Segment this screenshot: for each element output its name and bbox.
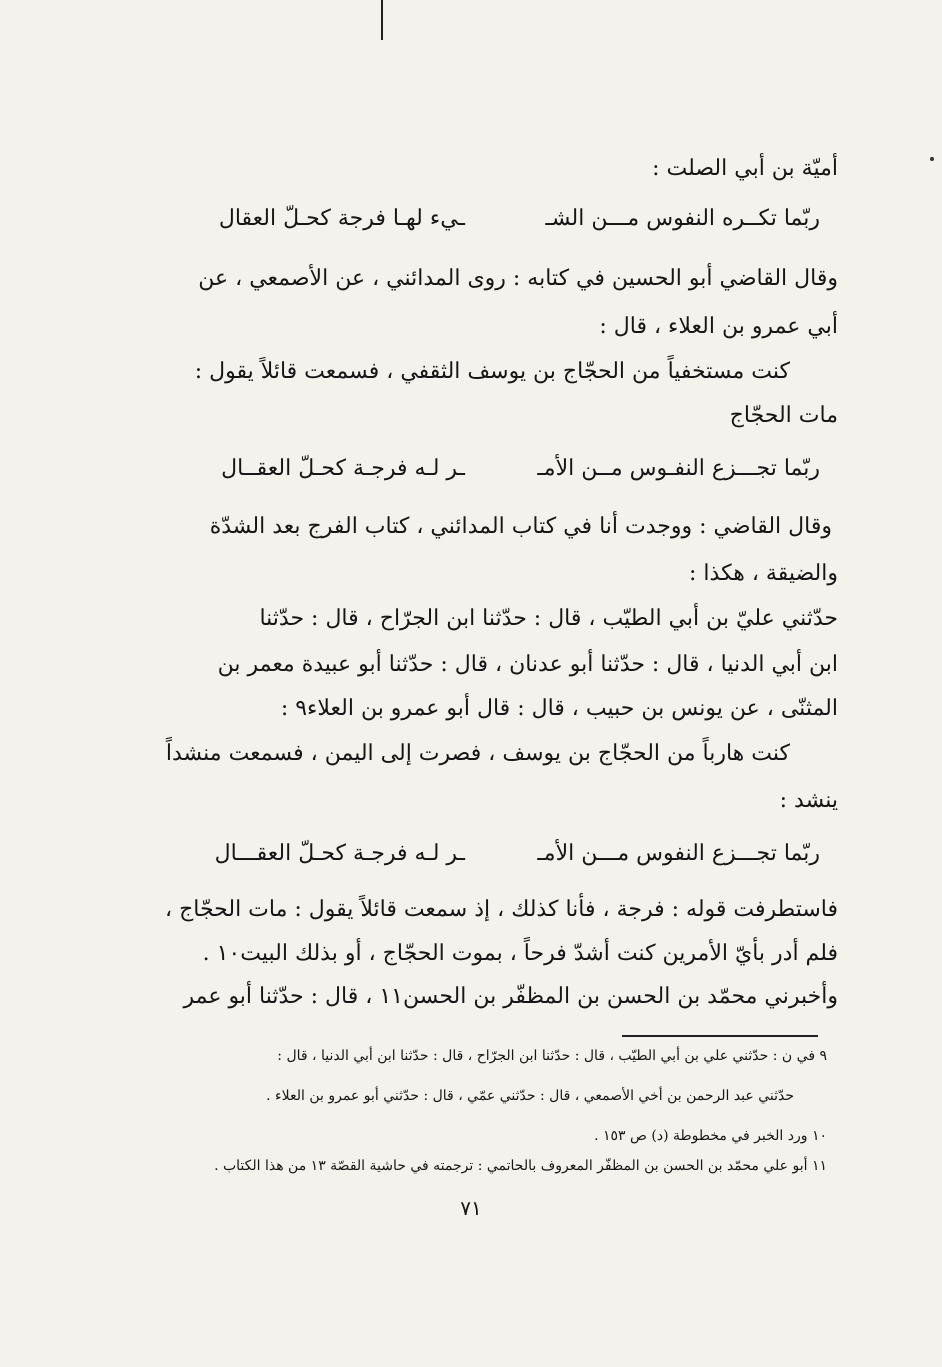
margin-dot [930,157,934,161]
verse-1-second-hemistich: ـيء لهـا فرجة كحـلّ العقال [218,206,465,231]
paragraph-line: حدّثني عليّ بن أبي الطيّب ، قال : حدّثنا ابن الجرّاح ، قال : حدّثنا [259,606,838,631]
footnote-separator [622,1035,818,1037]
paragraph-line: فاستطرفت قوله : فرجة ، فأنا كذلك ، إذ سمعت قائلاً يقول : مات الحجّاج ، [164,897,838,922]
footnote: ١١ أبو علي محمّد بن الحسن بن المظفّر المعروف بالحاتمي : ترجمته في حاشية القصّة ١٣ من هذا الكتاب . [214,1158,827,1174]
verse-2 [200,455,820,483]
paragraph-line: وقال القاضي أبو الحسين في كتابه : روى المدائني ، عن الأصمعي ، عن [198,266,838,291]
paragraph-line: فلم أدر بأيّ الأمرين كنت أشدّ فرحاً ، بموت الحجّاج ، أو بذلك البيت١٠ . [202,941,838,966]
paragraph-line: كنت مستخفياً من الحجّاج بن يوسف الثقفي ، فسمعت قائلاً يقول : [194,359,790,384]
footnote: حدّثني عبد الرحمن بن أخي الأصمعي ، قال : حدّثني عمّي ، قال : حدّثني أبو عمرو بن العلاء . [266,1088,794,1104]
paragraph-line: أبي عمرو بن العلاء ، قال : [599,314,838,339]
verse-3 [200,840,820,868]
verse-1 [200,205,820,233]
page-number: ٧١ [460,1196,482,1220]
paragraph-line: مات الحجّاج [729,403,838,428]
paragraph-line: ينشد : [779,788,838,813]
gutter-line [381,0,383,40]
paragraph-line: وأخبرني محمّد بن الحسن بن المظفّر بن الحسن١١ ، قال : حدّثنا أبو عمر [183,984,838,1009]
verse-2-first-hemistich: ربّما تجـــزع النفـوس مــن الأمـ [537,456,820,481]
section-heading: أميّة بن أبي الصلت : [652,156,838,181]
paragraph-line: كنت هارباً من الحجّاج بن يوسف ، فصرت إلى اليمن ، فسمعت منشداً [165,741,790,766]
paragraph-line: المثنّى ، عن يونس بن حبيب ، قال : قال أبو عمرو بن العلاء٩ : [280,696,838,721]
footnote: ١٠ ورد الخبر في مخطوطة (د) ص ١٥٣ . [594,1128,827,1144]
verse-3-first-hemistich: ربّما تجـــزع النفوس مـــن الأمـ [537,841,820,866]
verse-3-second-hemistich: ـر لـه فرجـة كحـلّ العقـــال [214,841,465,866]
verse-1-first-hemistich: ربّما تكــره النفوس مـــن الشـ [545,206,820,231]
paragraph-line: ابن أبي الدنيا ، قال : حدّثنا أبو عدنان ، قال : حدّثنا أبو عبيدة معمر بن [217,652,838,677]
footnote: ٩ في ن : حدّثني علي بن أبي الطيّب ، قال : حدّثنا ابن الجرّاح ، قال : حدّثنا ابن أبي الدنيا ، قال : [277,1048,827,1064]
paragraph-line: والضيقة ، هكذا : [689,561,838,586]
verse-2-second-hemistich: ـر لـه فرجـة كحـلّ العقــال [221,456,465,481]
paragraph-line: وقال القاضي : ووجدت أنا في كتاب المدائني ، كتاب الفرج بعد الشدّة [209,514,832,539]
